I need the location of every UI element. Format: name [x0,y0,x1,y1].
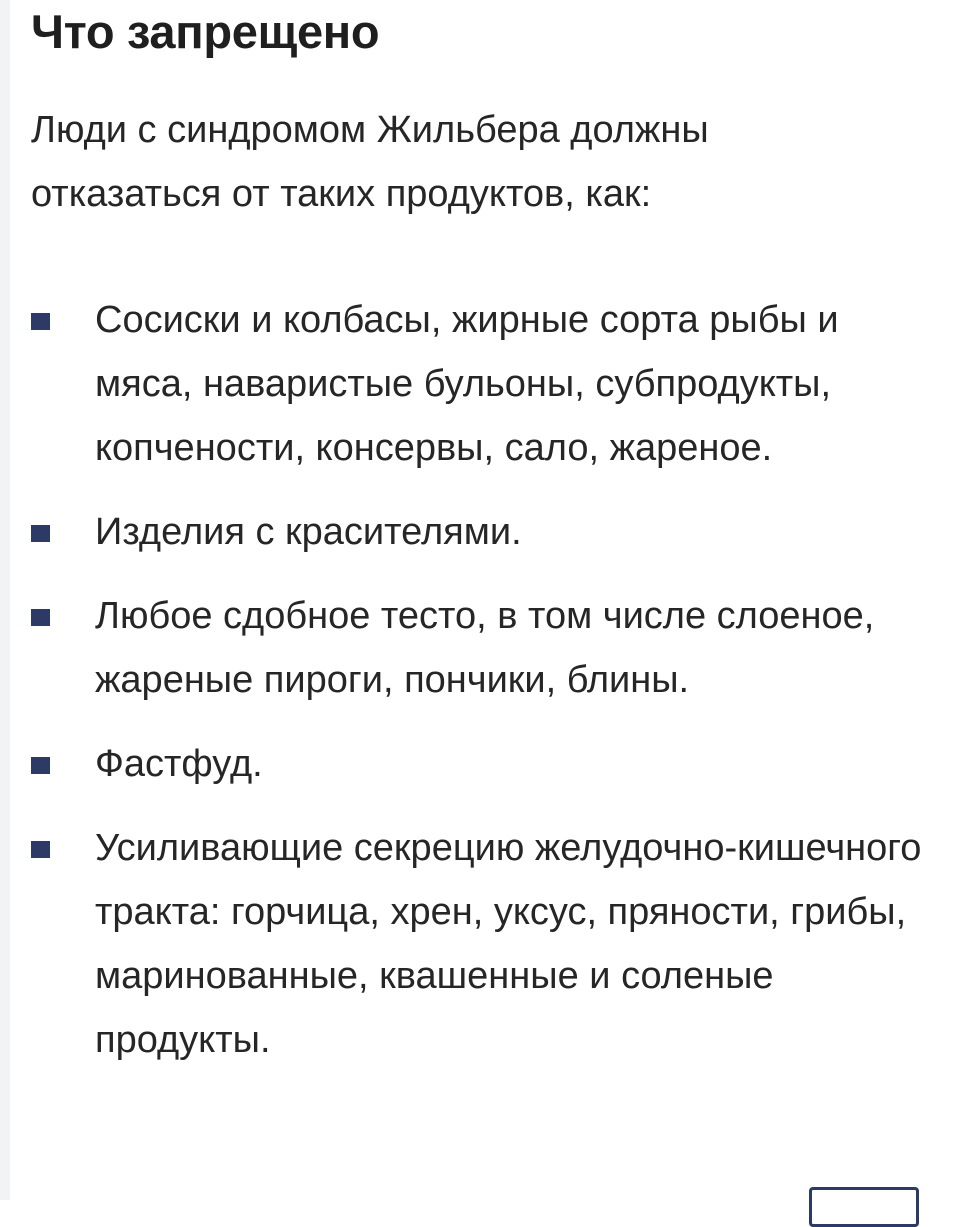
list-item [31,816,931,1072]
section-heading: Что запрещено [31,5,380,58]
bottom-corner-button[interactable] [809,1187,919,1227]
page-left-edge [0,0,10,1200]
square-bullet-icon [31,609,50,626]
list-item-text: Изделия с красителями. [95,511,522,553]
square-bullet-icon [31,525,50,542]
square-bullet-icon [31,313,50,330]
square-bullet-icon [31,841,50,858]
list-item-text: Фастфуд. [95,743,263,785]
list-item [31,584,931,712]
forbidden-products-list [31,288,931,1092]
list-item-text: Любое сдобное тесто, в том числе слоеное, жареные пироги, пончики, блины. [95,595,875,701]
intro-paragraph: Люди с синдромом Жильбера должны отказаться от таких продуктов, как: [31,109,709,215]
list-item-text: Сосиски и колбасы, жирные сорта рыбы и мяса, наваристые бульоны, субпродукты, копчености, консервы, сало, жареное. [95,299,839,469]
list-item [31,500,931,564]
list-item [31,732,931,796]
list-item [31,288,931,480]
list-item-text: Усиливающие секрецию желудочно-кишечного тракта: горчица, хрен, уксус, пряности, грибы, маринованные, квашенные и соленые продукты. [95,827,922,1061]
square-bullet-icon [31,757,50,774]
